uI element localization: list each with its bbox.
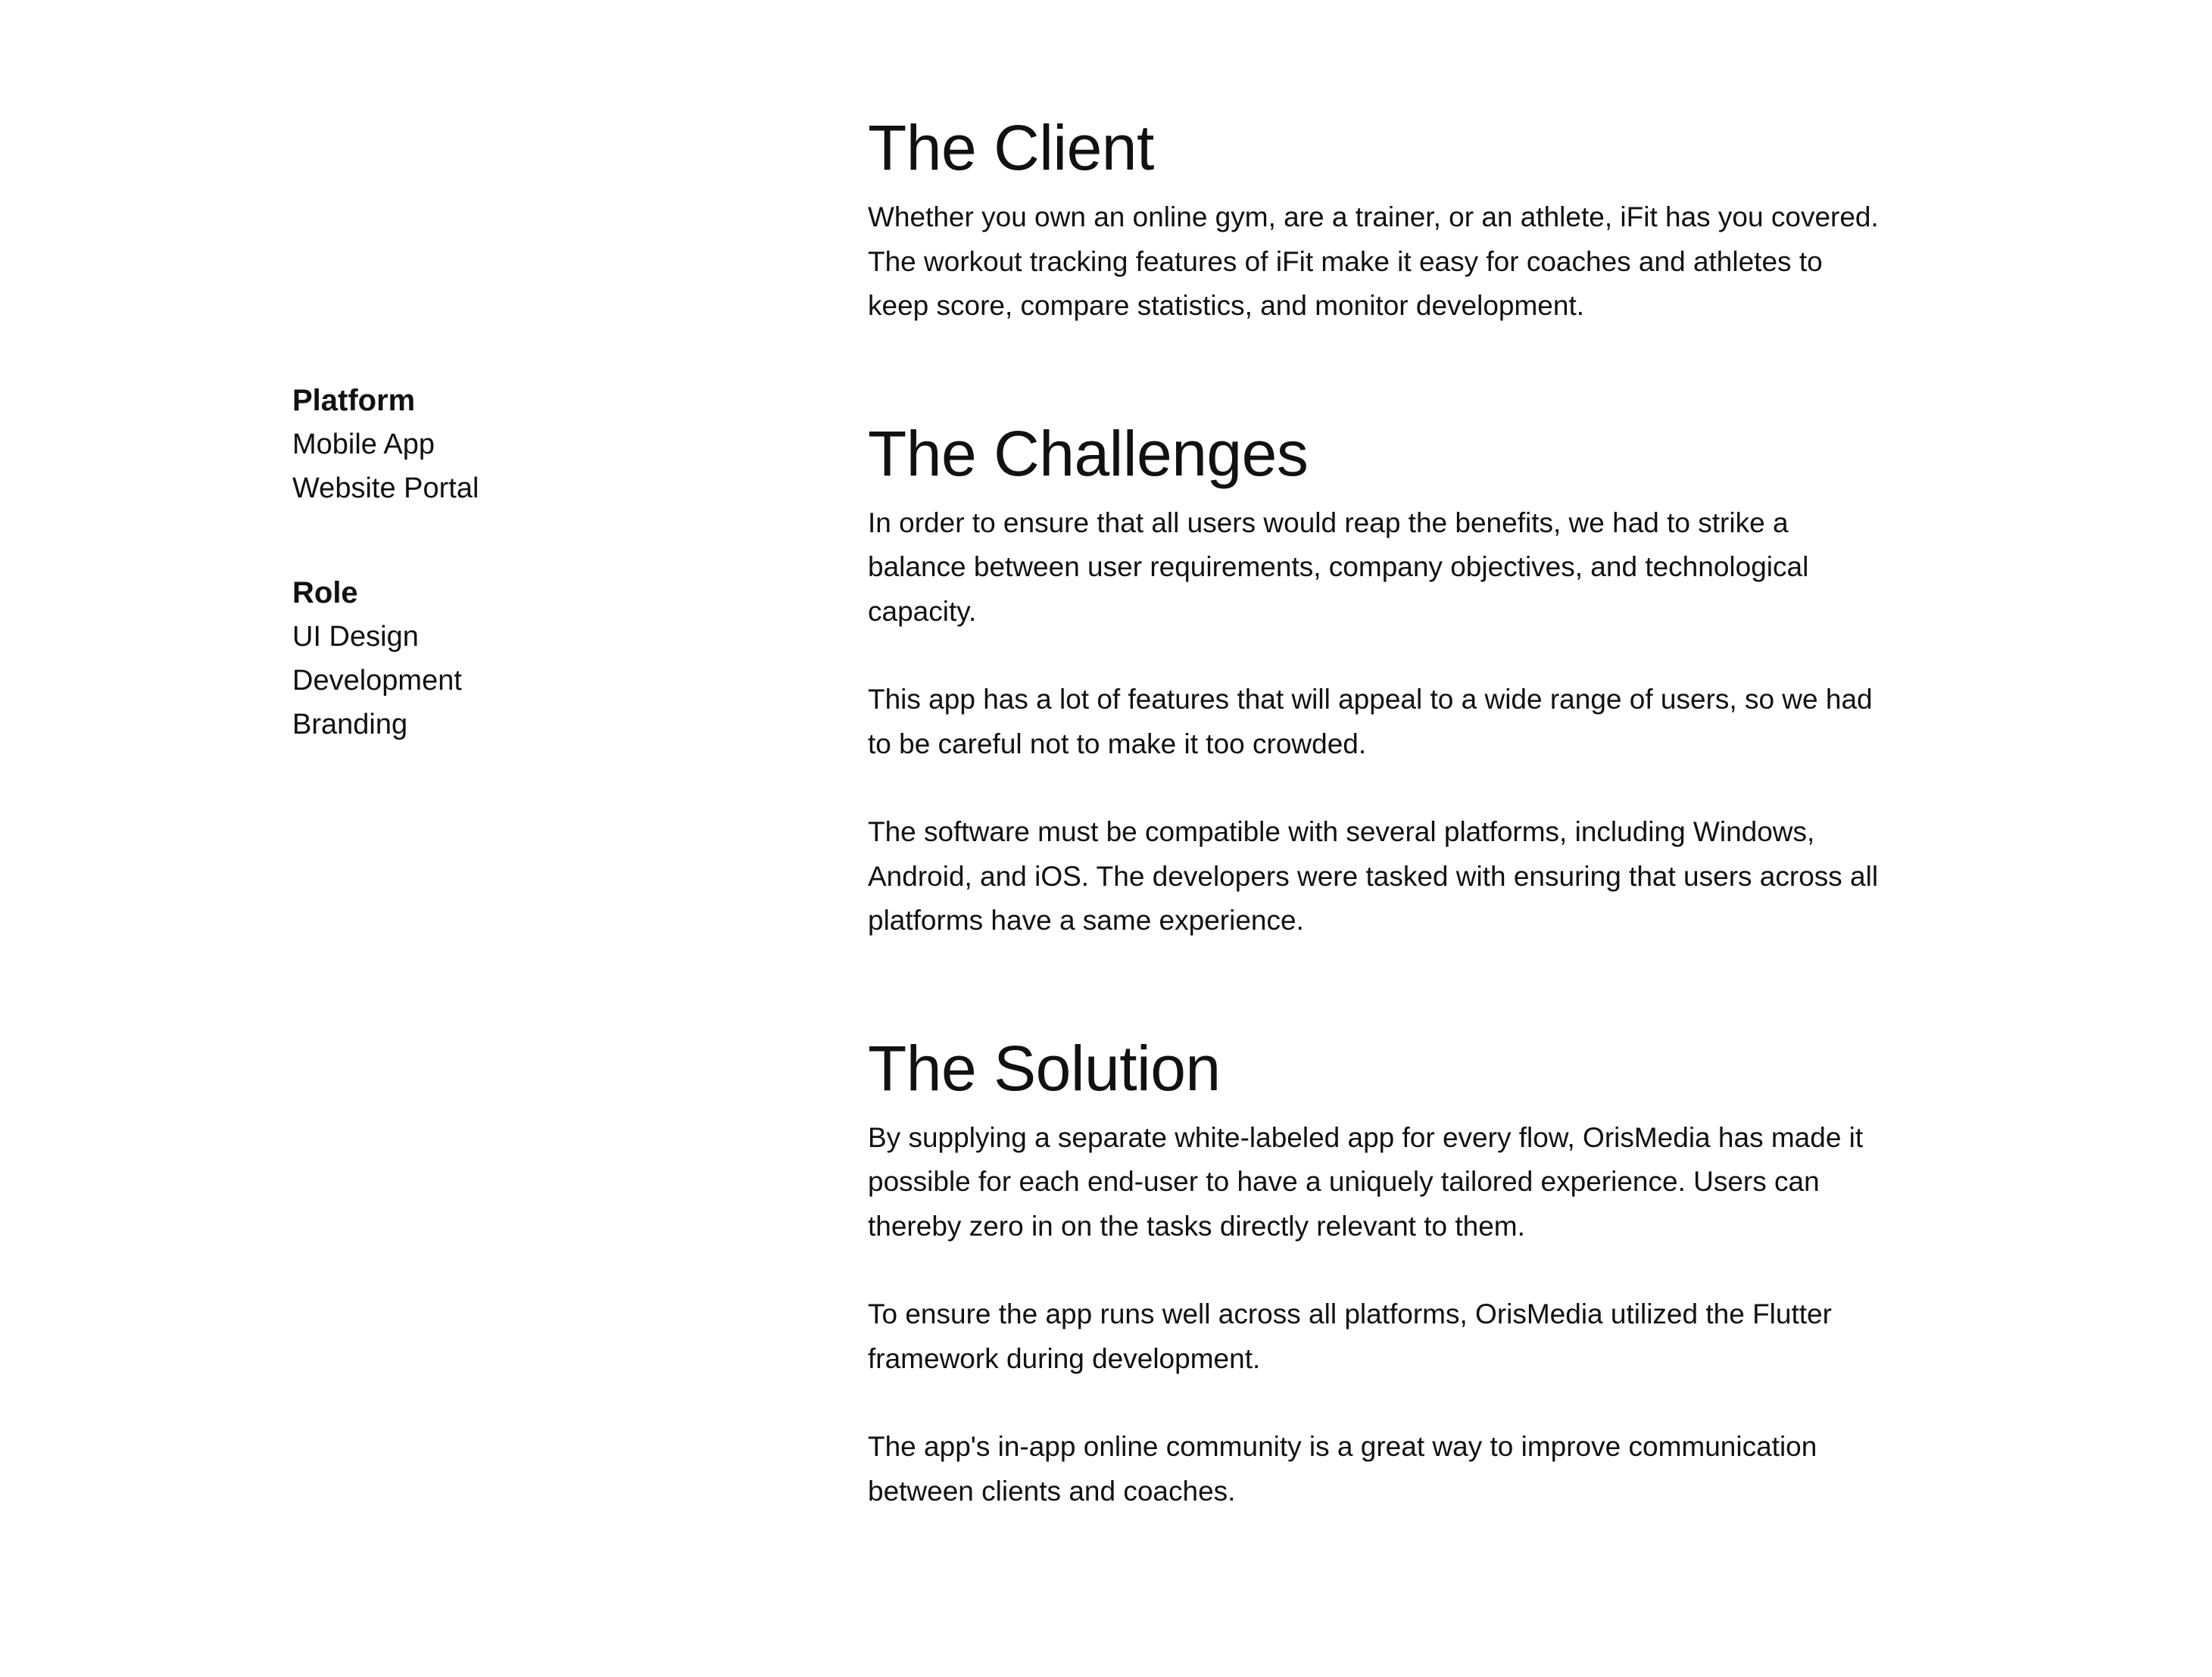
solution-paragraph: The app's in-app online community is a great way to improve communication between clients and coaches. bbox=[868, 1431, 1817, 1507]
platform-group bbox=[292, 379, 762, 510]
client-section bbox=[868, 106, 1883, 329]
case-study-content bbox=[868, 106, 1883, 1597]
role-item: UI Design bbox=[292, 621, 419, 653]
challenges-paragraph: The software must be compatible with several platforms, including Windows, Android, and iOS. The developers were tasked with ensuring that users across all platforms have a same experience. bbox=[868, 816, 1879, 936]
client-body bbox=[868, 195, 1883, 329]
client-paragraph: Whether you own an online gym, are a trainer, or an athlete, iFit has you covered. The workout tracking features of iFit make it easy for coaches and athletes to keep score, compare statistics, and monitor development. bbox=[868, 201, 1879, 321]
solution-title: The Solution bbox=[868, 1032, 1221, 1104]
platform-list bbox=[292, 422, 762, 510]
solution-section bbox=[868, 1027, 1883, 1514]
client-title: The Client bbox=[868, 112, 1154, 183]
challenges-paragraph: In order to ensure that all users would reap the benefits, we had to strike a balance between user requirements, company objectives, and technological capacity. bbox=[868, 507, 1809, 627]
challenges-title: The Challenges bbox=[868, 417, 1309, 489]
solution-paragraph: To ensure the app runs well across all platforms, OrisMedia utilized the Flutter framework during development. bbox=[868, 1298, 1832, 1374]
role-item: Development bbox=[292, 665, 462, 697]
challenges-section bbox=[868, 412, 1883, 943]
solution-paragraph: By supplying a separate white-labeled app for every flow, OrisMedia has made it possible for each end-user to have a uniquely tailored experience. Users can thereby zero in on the tasks directly relevant to them. bbox=[868, 1121, 1864, 1242]
role-list bbox=[292, 615, 762, 747]
role-item: Branding bbox=[292, 709, 408, 740]
platform-item: Website Portal bbox=[292, 472, 479, 504]
project-meta-sidebar bbox=[292, 379, 762, 807]
challenges-body bbox=[868, 501, 1883, 943]
platform-heading: Platform bbox=[292, 384, 416, 417]
platform-item: Mobile App bbox=[292, 429, 435, 460]
role-group bbox=[292, 571, 762, 747]
role-heading: Role bbox=[292, 576, 358, 609]
challenges-paragraph: This app has a lot of features that will appeal to a wide range of users, so we had to be careful not to make it too crowded. bbox=[868, 684, 1873, 759]
solution-body bbox=[868, 1116, 1883, 1514]
